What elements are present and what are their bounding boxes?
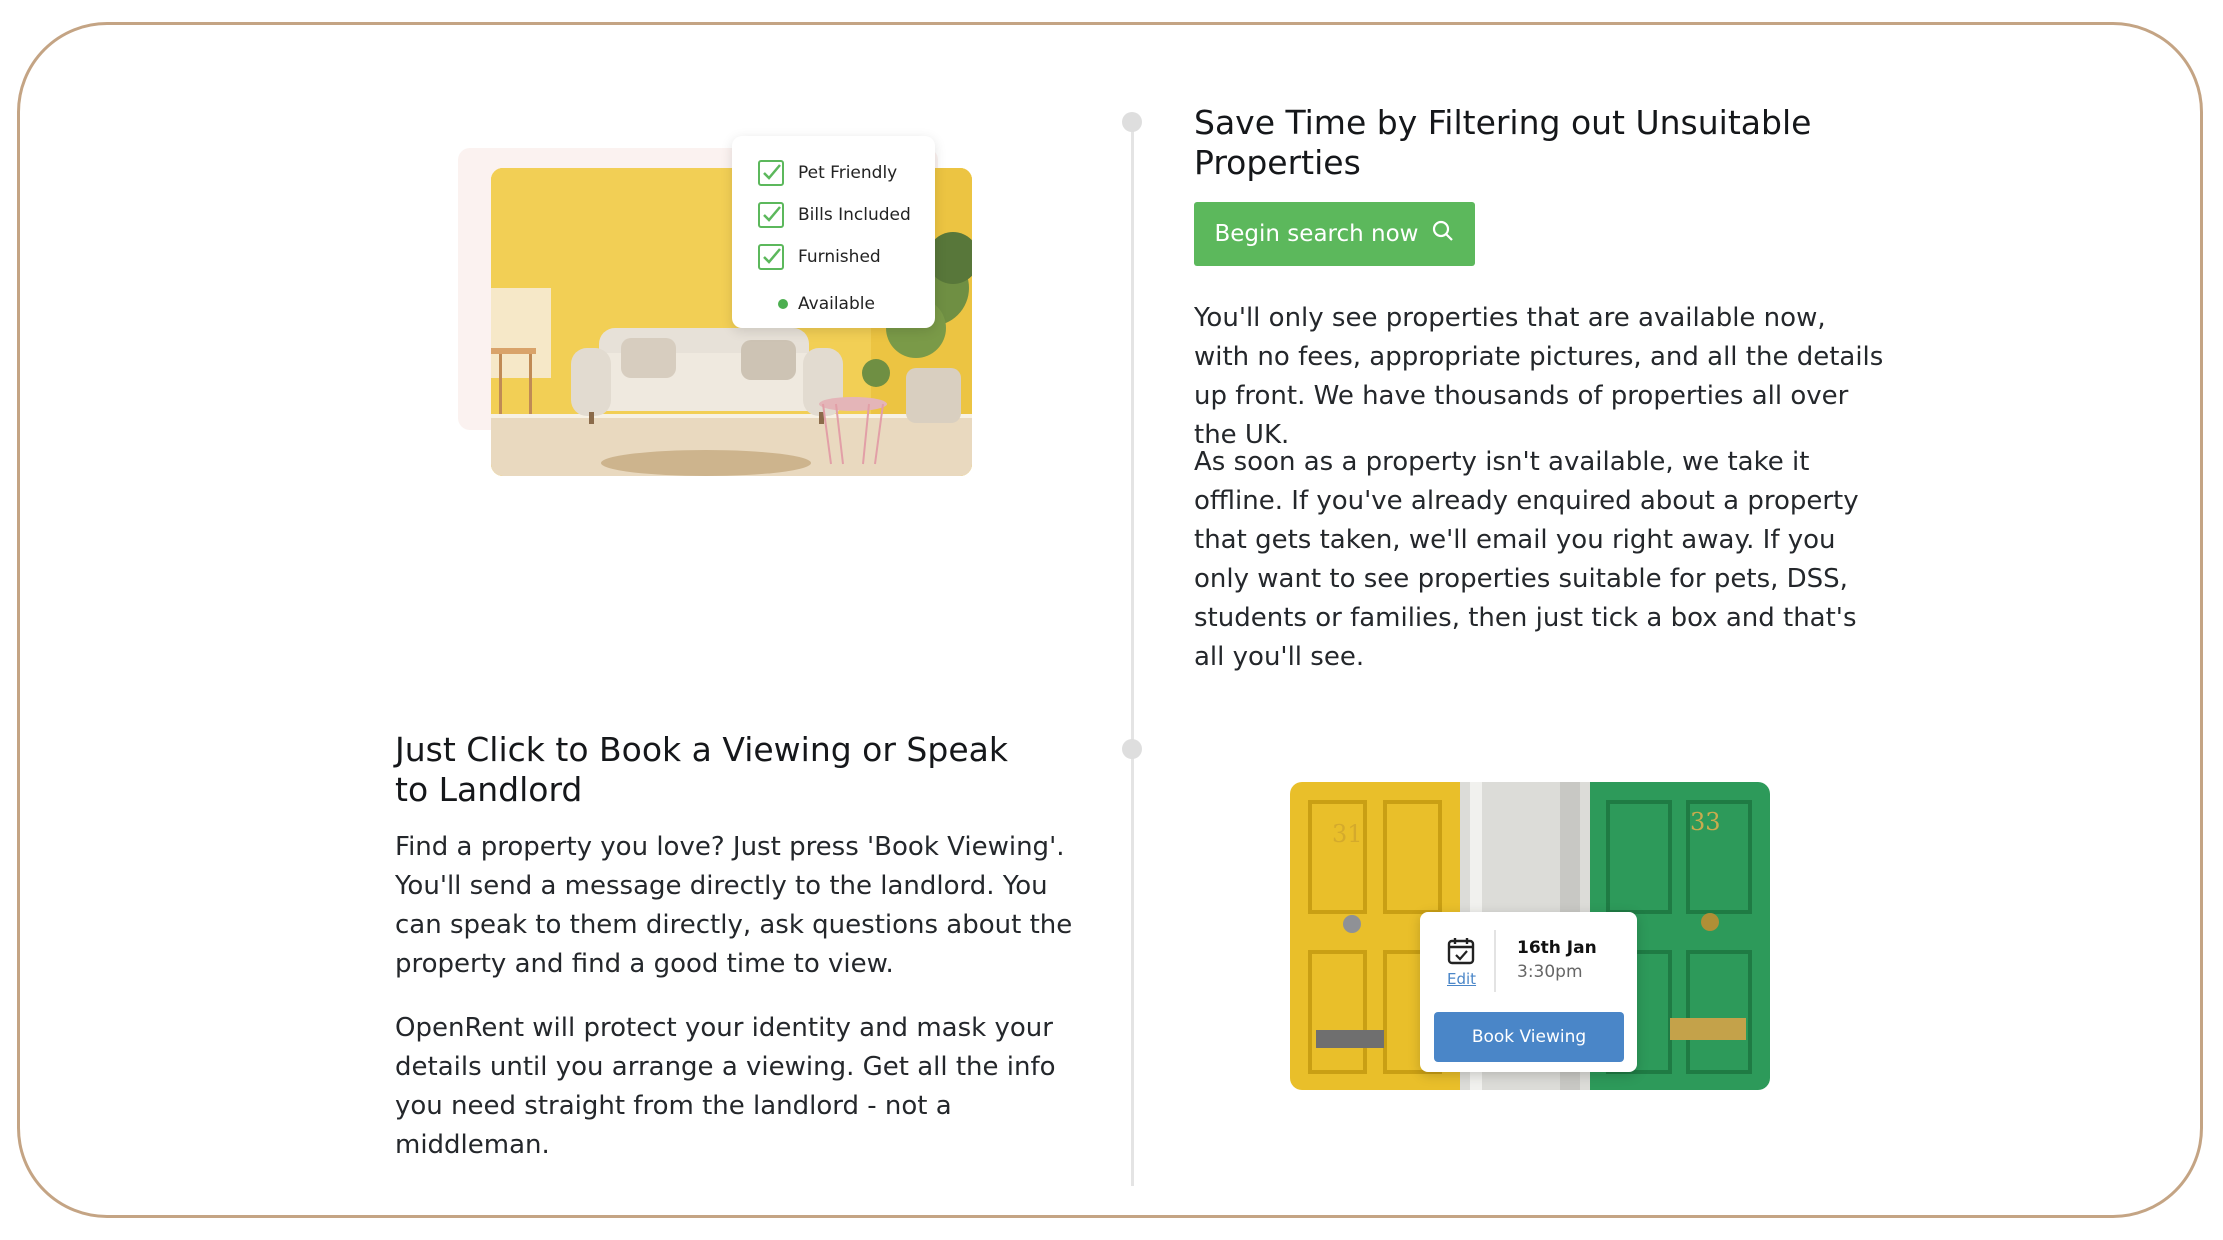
begin-search-button[interactable] xyxy=(1194,202,1475,266)
booking-paragraph-2: OpenRent will protect your identity and mask your details until you arrange a viewing. Get all the info you need straight from the landlord - not a middleman. xyxy=(395,1013,1056,1160)
timeline-line xyxy=(1131,124,1134,1186)
filtering-paragraph-1: You'll only see properties that are available now, with no fees, appropriate pictures, and all the details up front. We have thousands of properties all over the UK. xyxy=(1194,303,1884,450)
button-label: Begin search now xyxy=(1214,221,1419,247)
filter-card xyxy=(732,136,935,328)
timeline-dot xyxy=(1122,739,1142,759)
availability-status xyxy=(778,294,875,314)
filter-furnished[interactable] xyxy=(758,244,881,270)
checkbox-checked-icon xyxy=(758,160,784,186)
viewing-time: 3:30pm xyxy=(1517,962,1583,982)
checkbox-checked-icon xyxy=(758,244,784,270)
filter-pet-friendly[interactable] xyxy=(758,160,897,186)
book-viewing-button[interactable] xyxy=(1434,1012,1624,1062)
checkbox-checked-icon xyxy=(758,202,784,228)
button-label: Book Viewing xyxy=(1471,1027,1587,1047)
filter-label: Bills Included xyxy=(798,205,911,225)
timeline-dot xyxy=(1122,112,1142,132)
filter-label: Pet Friendly xyxy=(798,163,898,183)
section-title-booking: Just Click to Book a Viewing or Speak to Landlord xyxy=(395,730,1008,809)
filter-label: Furnished xyxy=(798,247,881,267)
status-label: Available xyxy=(798,294,875,314)
filter-bills-included[interactable] xyxy=(758,202,911,228)
calendar-icon xyxy=(1446,936,1476,970)
status-dot-icon xyxy=(778,299,788,309)
viewing-date: 16th Jan xyxy=(1517,938,1597,958)
booking-card xyxy=(1420,912,1637,1072)
search-icon xyxy=(1432,220,1454,248)
door-number: 33 xyxy=(1690,808,1721,836)
door-number: 31 xyxy=(1332,820,1363,848)
divider xyxy=(1494,930,1496,992)
section-title-filtering: Save Time by Filtering out Unsuitable Properties xyxy=(1194,103,1812,182)
edit-link[interactable]: Edit xyxy=(1447,970,1477,988)
booking-paragraph-1: Find a property you love? Just press 'Book Viewing'. You'll send a message directly to the landlord. You can speak to them directly, ask questions about the property and find a good time to view. xyxy=(395,832,1073,979)
filtering-paragraph-2: As soon as a property isn't available, we take it offline. If you've already enquired about a property that gets taken, we'll email you right away. If you only want to see properties suitable for pets, DSS, students or families, then just tick a box and that's all you'll see. xyxy=(1194,447,1859,672)
